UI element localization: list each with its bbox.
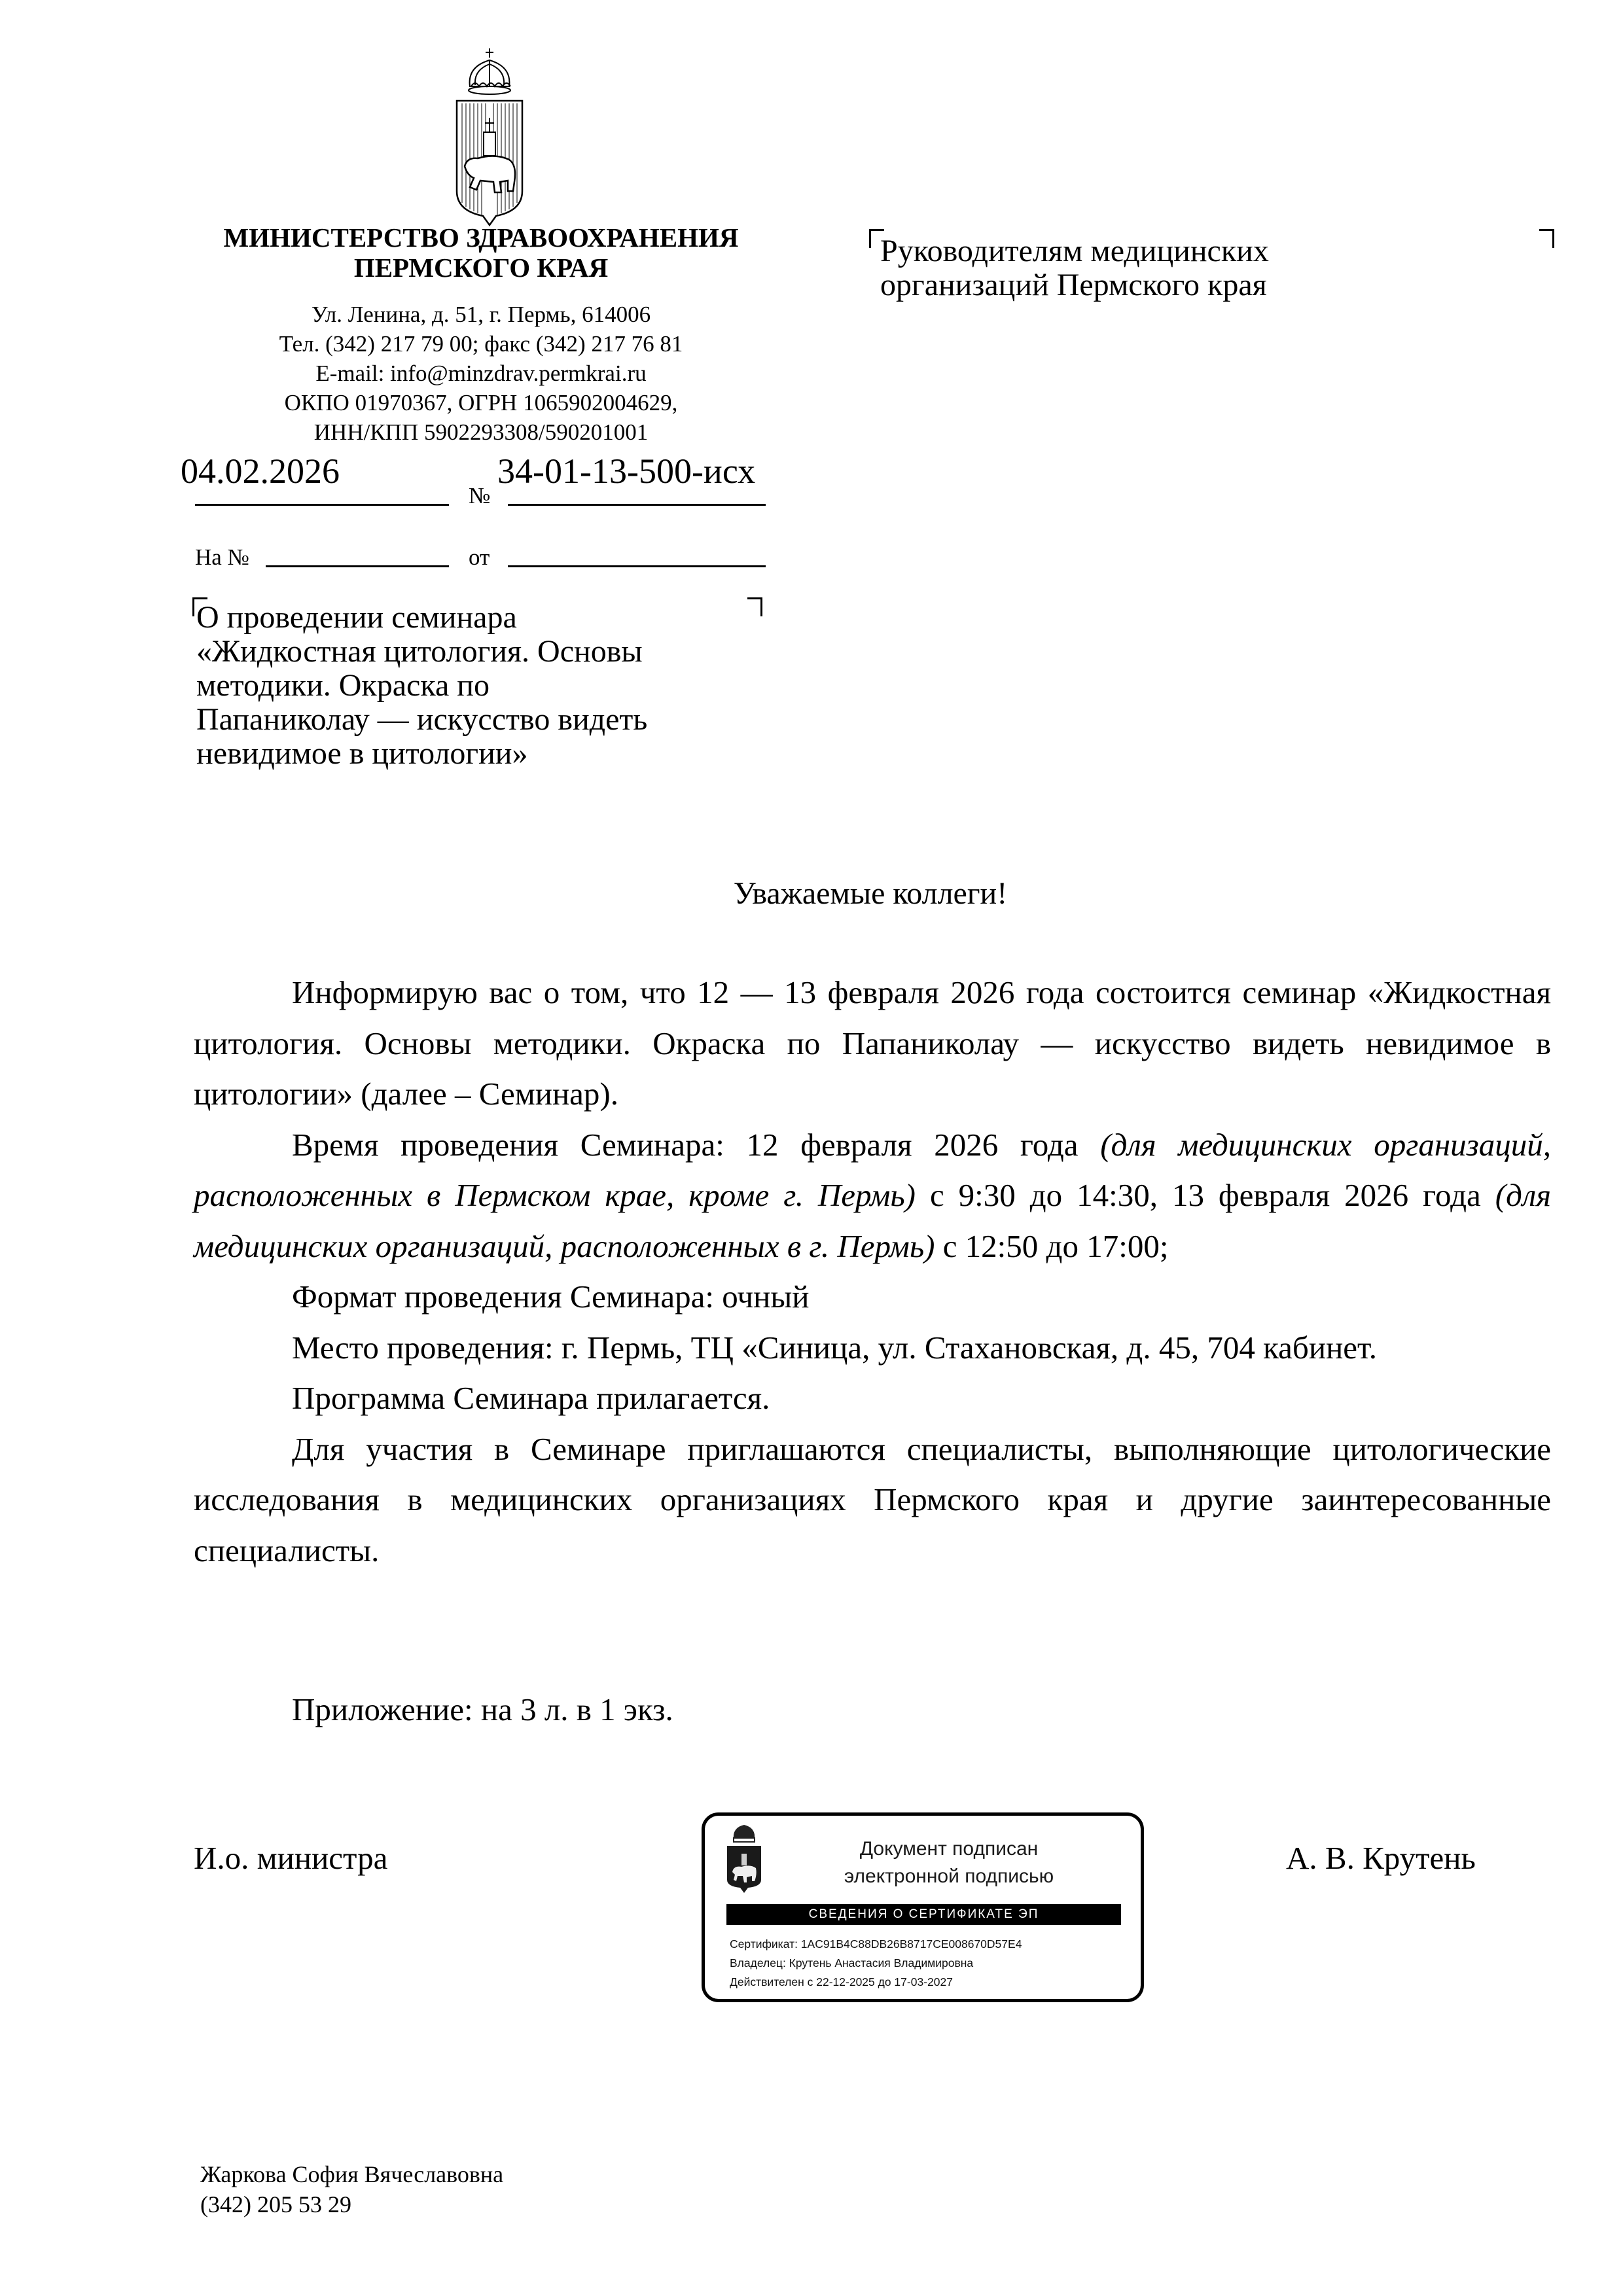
certificate-serial: Сертификат: 1AC91B4C88DB26B8717CE008670D57E4 [730,1937,1022,1951]
date-underline [195,504,449,506]
stamp-title [764,1835,1134,1890]
body-paragraph-participants: Для участия в Семинаре приглашаются специалисты, выполняющие цитологические исследования в медицинских организациях Пермского края и другие заинтересованные специалисты. [194,1430,1551,1568]
body-paragraph-format: Формат проведения Семинара: очный [292,1279,810,1315]
ministry-contacts [177,300,785,447]
body-paragraph-venue: Место проведения: г. Пермь, ТЦ «Синица, ул. Стахановская, д. 45, 704 кабинет. [292,1329,1378,1366]
stamp-title-line2: электронной подписью [844,1865,1054,1887]
document-number: 34-01-13-500-исх [497,451,756,491]
from-underline [508,565,766,567]
letter-body [194,967,1551,1576]
ministry-inn-kpp: ИНН/КПП 5902293308/590201001 [313,419,649,445]
stamp-coat-of-arms-icon [724,1822,764,1894]
certificate-owner: Владелец: Крутень Анастасия Владимировна [730,1956,974,1969]
body-paragraph-time [194,1120,1551,1272]
subject-line1: О проведении семинара [196,600,517,635]
certificate-validity: Действителен с 22-12-2025 до 17-03-2027 [730,1975,953,1988]
certificate-details [730,1935,1022,1992]
stamp-title-line1: Документ подписан [859,1838,1039,1860]
time-part-1: Время проведения Семинара: 12 февраля 2026 года [292,1126,1101,1163]
subject-line4: Папаниколау — искусство видеть [196,702,648,737]
number-underline [508,504,766,506]
time-part-3: с 12:50 до 17:00; [935,1227,1169,1264]
certificate-info-bar: СВЕДЕНИЯ О СЕРТИФИКАТЕ ЭП [726,1904,1121,1925]
recipient-line1: Руководителям медицинских [880,234,1269,268]
body-paragraph-program: Программа Семинара прилагается. [292,1380,770,1416]
ministry-name-line2: ПЕРМСКОГО КРАЯ [353,253,609,283]
recipient-corner-right [1539,229,1554,248]
ministry-okpo-ogrn: ОКПО 01970367, ОГРН 1065902004629, [284,390,678,415]
time-note-perm: (для медицинских организаций, расположенных в г. Пермь) [194,1177,1551,1264]
ministry-name-line1: МИНИСТЕРСТВО ЗДРАВООХРАНЕНИЯ [223,222,739,253]
reply-to-label: На № [195,544,249,570]
stamp-emblem [724,1822,764,1894]
ministry-name [177,222,785,283]
executor-block [200,2159,503,2219]
greeting: Уважаемые коллеги! [733,876,1008,911]
from-label: от [469,544,490,570]
signatory-name: А. В. Крутень [1286,1840,1476,1876]
bear-emblem-icon [437,47,542,230]
reply-to-underline [266,565,449,567]
subject-line2: «Жидкостная цитология. Основы [196,634,643,669]
appendix-note: Приложение: на 3 л. в 1 экз. [292,1691,673,1727]
ministry-phones: Тел. (342) 217 79 00; факс (342) 217 76 81 [279,331,683,357]
document-date: 04.02.2026 [181,451,340,491]
time-part-2: с 9:30 до 14:30, 13 февраля 2026 года [916,1177,1495,1213]
subject-line3: методики. Окраска по [196,668,490,703]
signatory-position: И.о. министра [194,1840,388,1876]
recipient-line2: организаций Пермского края [880,268,1267,302]
recipient-block [880,234,1269,302]
subject-line5: невидимое в цитологии» [196,736,528,771]
coat-of-arms-emblem [437,47,542,230]
subject-block [196,601,785,771]
ministry-address: Ул. Ленина, д. 51, г. Пермь, 614006 [311,302,651,327]
body-paragraph-announcement: Информирую вас о том, что 12 — 13 февраля 2026 года состоится семинар «Жидкостная цитология. Основы методики. Окраска по Папаниколау — искусство видеть невидимое в цитологии» (далее – Семинар). [194,974,1551,1112]
ministry-email: E-mail: info@minzdrav.permkrai.ru [315,361,647,386]
number-label: № [469,483,491,508]
executor-name: Жаркова София Вячеславовна [200,2161,504,2187]
electronic-signature-stamp [702,1812,1144,2002]
time-note-regions: (для медицинских организаций, расположенных в Пермском крае, кроме г. Пермь) [194,1126,1551,1213]
executor-phone: (342) 205 53 29 [200,2191,351,2217]
